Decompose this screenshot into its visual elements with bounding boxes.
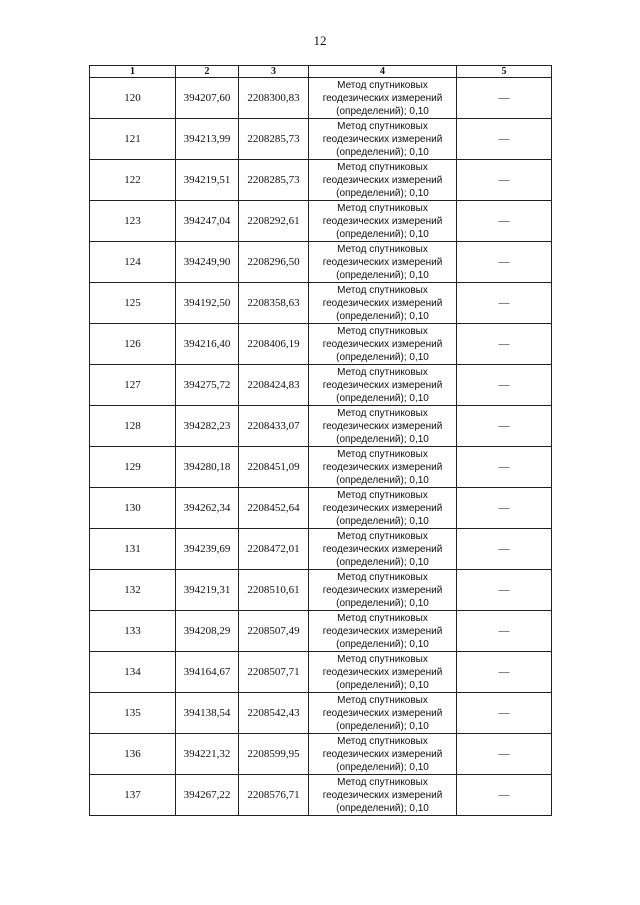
point-number-cell: 134 bbox=[90, 652, 176, 693]
point-number-cell: 124 bbox=[90, 242, 176, 283]
method-cell bbox=[309, 201, 457, 242]
method-text-line: Метод спутниковых bbox=[337, 489, 428, 501]
y-coordinate-cell: 2208424,83 bbox=[239, 365, 309, 406]
method-cell bbox=[309, 734, 457, 775]
y-coordinate-cell: 2208285,73 bbox=[239, 119, 309, 160]
method-text-line: геодезических измерений bbox=[322, 338, 443, 350]
method-cell bbox=[309, 488, 457, 529]
method-text-line: геодезических измерений bbox=[322, 748, 443, 760]
method-text-line: геодезических измерений bbox=[322, 543, 443, 555]
y-coordinate-cell: 2208542,43 bbox=[239, 693, 309, 734]
column-5-dash-cell: — bbox=[457, 488, 552, 529]
method-text-line: геодезических измерений bbox=[322, 461, 443, 473]
method-text-line: геодезических измерений bbox=[322, 420, 443, 432]
table-row bbox=[90, 488, 552, 529]
method-text-line: (определений); 0,10 bbox=[336, 474, 429, 486]
column-5-dash-cell: — bbox=[457, 447, 552, 488]
method-text-line: Метод спутниковых bbox=[337, 202, 428, 214]
header-col-1: 1 bbox=[90, 66, 176, 78]
method-text-line: геодезических измерений bbox=[322, 256, 443, 268]
column-5-dash-cell: — bbox=[457, 365, 552, 406]
table-row bbox=[90, 365, 552, 406]
method-text-line: Метод спутниковых bbox=[337, 120, 428, 132]
method-cell bbox=[309, 78, 457, 119]
x-coordinate-cell: 394239,69 bbox=[176, 529, 239, 570]
table-body bbox=[90, 78, 552, 816]
method-cell bbox=[309, 570, 457, 611]
method-text-line: Метод спутниковых bbox=[337, 284, 428, 296]
column-5-dash-cell: — bbox=[457, 570, 552, 611]
method-text-line: геодезических измерений bbox=[322, 215, 443, 227]
x-coordinate-cell: 394216,40 bbox=[176, 324, 239, 365]
y-coordinate-cell: 2208406,19 bbox=[239, 324, 309, 365]
table-row bbox=[90, 734, 552, 775]
method-text-line: (определений); 0,10 bbox=[336, 761, 429, 773]
method-text-line: (определений); 0,10 bbox=[336, 310, 429, 322]
y-coordinate-cell: 2208296,50 bbox=[239, 242, 309, 283]
column-5-dash-cell: — bbox=[457, 529, 552, 570]
method-text-line: геодезических измерений bbox=[322, 133, 443, 145]
method-text-line: Метод спутниковых bbox=[337, 243, 428, 255]
column-5-dash-cell: — bbox=[457, 242, 552, 283]
x-coordinate-cell: 394164,67 bbox=[176, 652, 239, 693]
y-coordinate-cell: 2208472,01 bbox=[239, 529, 309, 570]
column-5-dash-cell: — bbox=[457, 283, 552, 324]
method-text-line: (определений); 0,10 bbox=[336, 351, 429, 363]
method-text-line: (определений); 0,10 bbox=[336, 638, 429, 650]
point-number-cell: 133 bbox=[90, 611, 176, 652]
x-coordinate-cell: 394249,90 bbox=[176, 242, 239, 283]
method-text-line: Метод спутниковых bbox=[337, 694, 428, 706]
method-text-line: (определений); 0,10 bbox=[336, 146, 429, 158]
method-text-line: (определений); 0,10 bbox=[336, 187, 429, 199]
method-cell bbox=[309, 283, 457, 324]
x-coordinate-cell: 394219,31 bbox=[176, 570, 239, 611]
y-coordinate-cell: 2208300,83 bbox=[239, 78, 309, 119]
column-5-dash-cell: — bbox=[457, 652, 552, 693]
method-cell bbox=[309, 365, 457, 406]
x-coordinate-cell: 394280,18 bbox=[176, 447, 239, 488]
table-row bbox=[90, 529, 552, 570]
point-number-cell: 121 bbox=[90, 119, 176, 160]
y-coordinate-cell: 2208507,71 bbox=[239, 652, 309, 693]
y-coordinate-cell: 2208452,64 bbox=[239, 488, 309, 529]
table-row bbox=[90, 160, 552, 201]
method-text-line: Метод спутниковых bbox=[337, 530, 428, 542]
method-cell bbox=[309, 775, 457, 816]
method-text-line: Метод спутниковых bbox=[337, 653, 428, 665]
header-col-3: 3 bbox=[239, 66, 309, 78]
column-5-dash-cell: — bbox=[457, 119, 552, 160]
method-text-line: (определений); 0,10 bbox=[336, 556, 429, 568]
method-text-line: Метод спутниковых bbox=[337, 448, 428, 460]
y-coordinate-cell: 2208433,07 bbox=[239, 406, 309, 447]
point-number-cell: 126 bbox=[90, 324, 176, 365]
table-header-row bbox=[90, 66, 552, 78]
point-number-cell: 122 bbox=[90, 160, 176, 201]
y-coordinate-cell: 2208599,95 bbox=[239, 734, 309, 775]
method-text-line: геодезических измерений bbox=[322, 92, 443, 104]
method-cell bbox=[309, 324, 457, 365]
y-coordinate-cell: 2208292,61 bbox=[239, 201, 309, 242]
x-coordinate-cell: 394138,54 bbox=[176, 693, 239, 734]
method-text-line: Метод спутниковых bbox=[337, 776, 428, 788]
method-text-line: геодезических измерений bbox=[322, 625, 443, 637]
method-cell bbox=[309, 160, 457, 201]
method-text-line: Метод спутниковых bbox=[337, 79, 428, 91]
method-text-line: геодезических измерений bbox=[322, 174, 443, 186]
y-coordinate-cell: 2208358,63 bbox=[239, 283, 309, 324]
method-text-line: (определений); 0,10 bbox=[336, 515, 429, 527]
method-text-line: (определений); 0,10 bbox=[336, 269, 429, 281]
x-coordinate-cell: 394247,04 bbox=[176, 201, 239, 242]
x-coordinate-cell: 394219,51 bbox=[176, 160, 239, 201]
y-coordinate-cell: 2208510,61 bbox=[239, 570, 309, 611]
table-row bbox=[90, 775, 552, 816]
method-text-line: геодезических измерений bbox=[322, 707, 443, 719]
method-text-line: геодезических измерений bbox=[322, 297, 443, 309]
method-text-line: (определений); 0,10 bbox=[336, 228, 429, 240]
method-text-line: (определений); 0,10 bbox=[336, 105, 429, 117]
method-text-line: (определений); 0,10 bbox=[336, 597, 429, 609]
column-5-dash-cell: — bbox=[457, 775, 552, 816]
method-text-line: (определений); 0,10 bbox=[336, 433, 429, 445]
table-row bbox=[90, 242, 552, 283]
column-5-dash-cell: — bbox=[457, 324, 552, 365]
y-coordinate-cell: 2208451,09 bbox=[239, 447, 309, 488]
table-row bbox=[90, 570, 552, 611]
x-coordinate-cell: 394208,29 bbox=[176, 611, 239, 652]
method-text-line: Метод спутниковых bbox=[337, 571, 428, 583]
header-col-5: 5 bbox=[457, 66, 552, 78]
method-text-line: Метод спутниковых bbox=[337, 735, 428, 747]
point-number-cell: 131 bbox=[90, 529, 176, 570]
point-number-cell: 135 bbox=[90, 693, 176, 734]
y-coordinate-cell: 2208576,71 bbox=[239, 775, 309, 816]
method-text-line: геодезических измерений bbox=[322, 666, 443, 678]
page-number: 12 bbox=[313, 33, 327, 48]
point-number-cell: 137 bbox=[90, 775, 176, 816]
method-text-line: (определений); 0,10 bbox=[336, 392, 429, 404]
x-coordinate-cell: 394282,23 bbox=[176, 406, 239, 447]
method-cell bbox=[309, 693, 457, 734]
method-cell bbox=[309, 611, 457, 652]
column-5-dash-cell: — bbox=[457, 160, 552, 201]
column-5-dash-cell: — bbox=[457, 693, 552, 734]
method-cell bbox=[309, 447, 457, 488]
x-coordinate-cell: 394213,99 bbox=[176, 119, 239, 160]
x-coordinate-cell: 394262,34 bbox=[176, 488, 239, 529]
y-coordinate-cell: 2208507,49 bbox=[239, 611, 309, 652]
method-text-line: (определений); 0,10 bbox=[336, 679, 429, 691]
coordinates-table bbox=[89, 65, 552, 816]
y-coordinate-cell: 2208285,73 bbox=[239, 160, 309, 201]
column-5-dash-cell: — bbox=[457, 78, 552, 119]
method-text-line: Метод спутниковых bbox=[337, 366, 428, 378]
column-5-dash-cell: — bbox=[457, 734, 552, 775]
method-text-line: геодезических измерений bbox=[322, 502, 443, 514]
table-row bbox=[90, 693, 552, 734]
method-text-line: (определений); 0,10 bbox=[336, 720, 429, 732]
table-row bbox=[90, 611, 552, 652]
table-row bbox=[90, 78, 552, 119]
x-coordinate-cell: 394207,60 bbox=[176, 78, 239, 119]
point-number-cell: 120 bbox=[90, 78, 176, 119]
point-number-cell: 136 bbox=[90, 734, 176, 775]
method-cell bbox=[309, 119, 457, 160]
point-number-cell: 125 bbox=[90, 283, 176, 324]
method-text-line: Метод спутниковых bbox=[337, 325, 428, 337]
method-cell bbox=[309, 406, 457, 447]
table-row bbox=[90, 447, 552, 488]
method-text-line: геодезических измерений bbox=[322, 789, 443, 801]
table-row bbox=[90, 652, 552, 693]
method-cell bbox=[309, 529, 457, 570]
method-text-line: геодезических измерений bbox=[322, 584, 443, 596]
table-row bbox=[90, 324, 552, 365]
x-coordinate-cell: 394267,22 bbox=[176, 775, 239, 816]
point-number-cell: 123 bbox=[90, 201, 176, 242]
point-number-cell: 130 bbox=[90, 488, 176, 529]
point-number-cell: 127 bbox=[90, 365, 176, 406]
column-5-dash-cell: — bbox=[457, 201, 552, 242]
table-row bbox=[90, 406, 552, 447]
method-text-line: геодезических измерений bbox=[322, 379, 443, 391]
method-text-line: Метод спутниковых bbox=[337, 161, 428, 173]
method-text-line: (определений); 0,10 bbox=[336, 802, 429, 814]
method-cell bbox=[309, 242, 457, 283]
header-col-4: 4 bbox=[309, 66, 457, 78]
column-5-dash-cell: — bbox=[457, 611, 552, 652]
column-5-dash-cell: — bbox=[457, 406, 552, 447]
header-col-2: 2 bbox=[176, 66, 239, 78]
table-row bbox=[90, 283, 552, 324]
table-row bbox=[90, 119, 552, 160]
x-coordinate-cell: 394221,32 bbox=[176, 734, 239, 775]
method-text-line: Метод спутниковых bbox=[337, 407, 428, 419]
table-row bbox=[90, 201, 552, 242]
method-text-line: Метод спутниковых bbox=[337, 612, 428, 624]
method-cell bbox=[309, 652, 457, 693]
point-number-cell: 129 bbox=[90, 447, 176, 488]
x-coordinate-cell: 394275,72 bbox=[176, 365, 239, 406]
point-number-cell: 128 bbox=[90, 406, 176, 447]
point-number-cell: 132 bbox=[90, 570, 176, 611]
x-coordinate-cell: 394192,50 bbox=[176, 283, 239, 324]
